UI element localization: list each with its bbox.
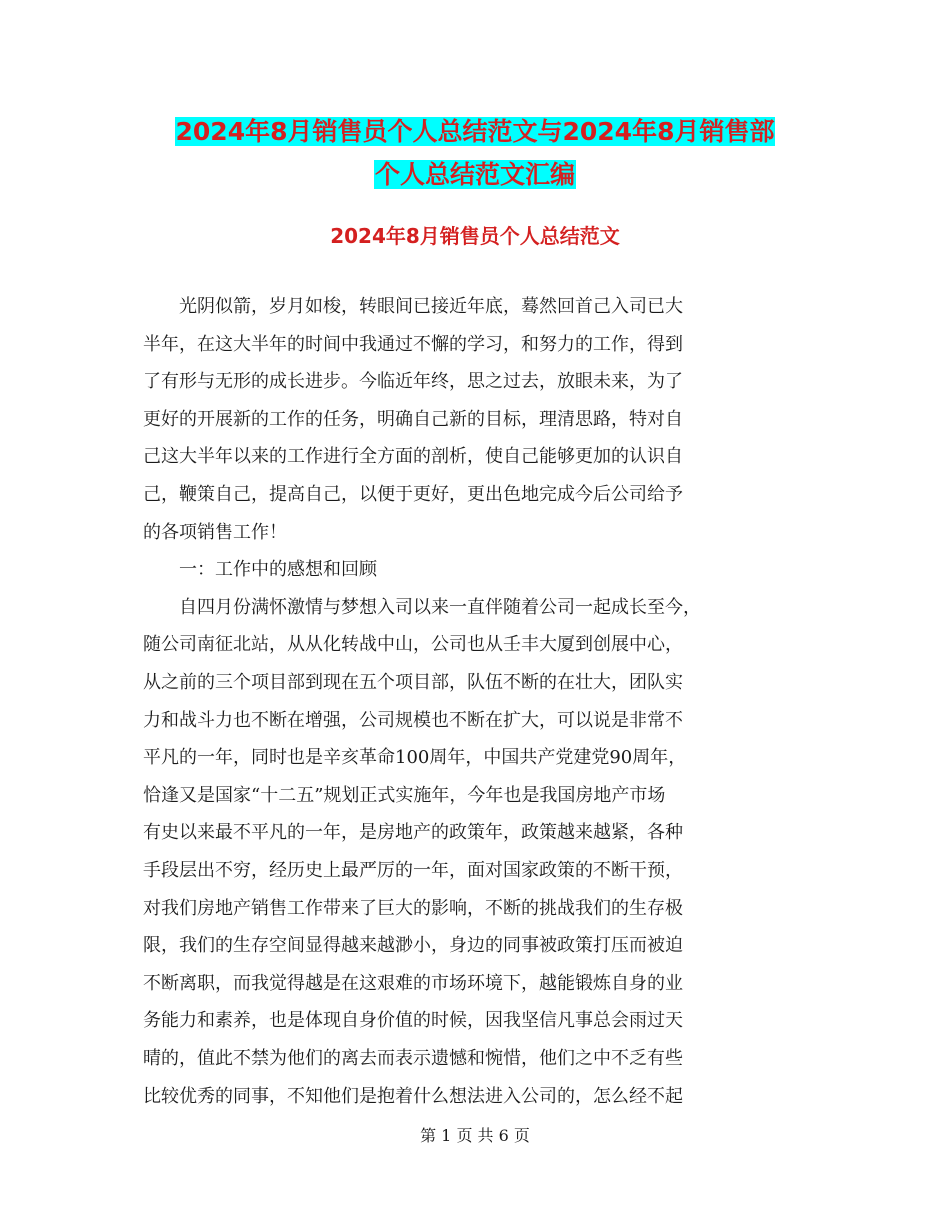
body-line: 己这大半年以来的工作进行全方面的剖析，使自己能够更加的认识自	[143, 446, 683, 468]
body-line: 恰逢又是国家“十二五”规划正式实施年，今年也是我国房地产市场	[143, 784, 666, 806]
document-title-line-2	[0, 157, 950, 193]
body-line: 的各项销售工作！	[143, 521, 287, 543]
body-line: 手段层出不穷，经历史上最严厉的一年，面对国家政策的不断干预，	[143, 860, 683, 881]
body-line: 半年，在这大半年的时间中我通过不懈的学习，和努力的工作，得到	[143, 333, 683, 355]
body-line: 比较优秀的同事，不知他们是抱着什么想法进入公司的，怎么经不起	[143, 1085, 683, 1107]
body-line: 限，我们的生存空间显得越来越渺小，身边的同事被政策打压而被迫	[143, 935, 683, 957]
title-highlight-1: 2024年8月销售员个人总结范文与2024年8月销售部	[175, 117, 775, 146]
body-line: 一：工作中的感想和回顾	[143, 559, 377, 581]
document-title-line-1	[0, 114, 950, 150]
body-line: 对我们房地产销售工作带来了巨大的影响，不断的挑战我们的生存极	[143, 897, 683, 919]
body-line: 己，鞭策自己，提高自己，以便于更好，更出色地完成今后公司给予	[143, 484, 683, 505]
section-title: 2024年8月销售员个人总结范文	[330, 224, 620, 248]
body-line: 不断离职，而我觉得越是在这艰难的市场环境下，越能锻炼自身的业	[143, 972, 683, 994]
body-line: 光阴似箭，岁月如梭，转眼间已接近年底，蓦然回首己入司已大	[143, 296, 683, 317]
body-line: 晴的，值此不禁为他们的离去而表示遗憾和惋惜，他们之中不乏有些	[143, 1048, 683, 1069]
body-line: 平凡的一年，同时也是辛亥革命100周年，中国共产党建党90周年，	[143, 747, 687, 769]
body-line: 了有形与无形的成长进步。今临近年终，思之过去，放眼未来，为了	[143, 371, 683, 393]
page-footer: 第 1 页 共 6 页	[420, 1126, 530, 1145]
title-highlight-2: 个人总结范文汇编	[374, 160, 575, 189]
body-line: 从之前的三个项目部到现在五个项目部，队伍不断的在壮大，团队实	[143, 672, 683, 693]
body-line: 更好的开展新的工作的任务，明确自己新的目标，理清思路，特对自	[143, 408, 683, 430]
body-line: 有史以来最不平凡的一年，是房地产的政策年，政策越来越紧，各种	[143, 822, 683, 844]
body-line: 随公司南征北站，从从化转战中山，公司也从壬丰大厦到创展中心，	[143, 634, 683, 656]
body-line: 务能力和素养，也是体现自身价值的时候，因我坚信凡事总会雨过天	[143, 1010, 683, 1032]
body-line: 力和战斗力也不断在增强，公司规模也不断在扩大，可以说是非常不	[143, 709, 683, 731]
body-line: 自四月份满怀激情与梦想入司以来一直伴随着公司一起成长至今，	[143, 596, 701, 618]
